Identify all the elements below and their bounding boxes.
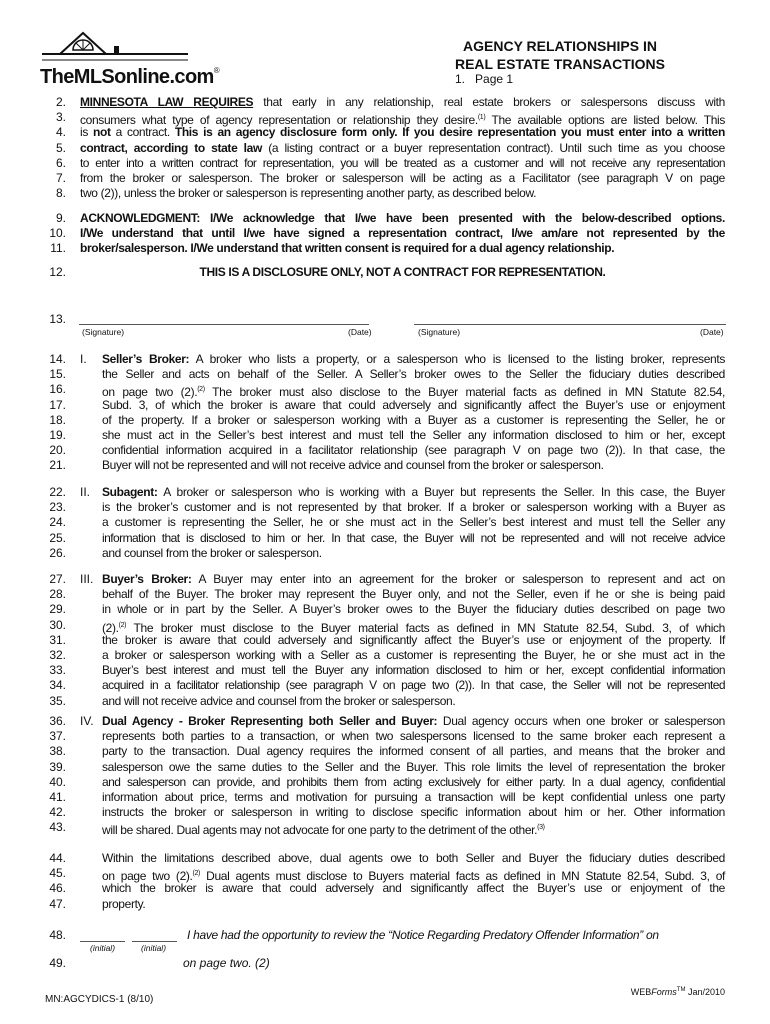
predatory-offender-acknowledgment: 48. I have had the opportunity to review the “Notice Regarding Predatory Offender Information” on — [49, 928, 659, 942]
intro-paragraph: 2. MINNESOTA LAW REQUIRES that early in any relationship, real estate brokers or salespersons discuss with 3. consumers what type of agency representation or relationship they desire.$^{(1)}$ The available options are listed below. This 4. is not a contract. This is an agency disclosure form only. If you desire representation you must enter into a written 5. contract, according to state law (a listing contract or a buyer representation contract). Until such time as you choose 6. to enter into a written contract for representation, you will be treated as a customer and will not receive any representation 7. from the broker or salesperson. The broker or salesperson will be acting as a Facilitator (see paragraph V on page 8. two (2)), unless the broker or salesperson is representing another party, as described below. — [55, 95, 725, 201]
section-dual-agency-duties: 44. Within the limitations described above, dual agents owe to both Seller and Buyer the fiduciary duties described 45. on page two (2).$^{(2)}$ Dual agents must disclose to Buyers material facts as defined in MN Statute 82.54, Subd. 3, of 46. which the broker is aware that could adversely and significantly affect the Buyer’s use or enjoyment of the 47. property. — [49, 851, 726, 911]
webforms-stamp: WEBForms™ Jan/2010 — [630, 987, 725, 997]
signature-line-2[interactable] — [414, 323, 726, 325]
signature-label-1: (Signature) — [82, 327, 125, 337]
brand-wordmark: TheMLSonline.com® — [40, 66, 220, 88]
predatory-offender-continued: 49. on page two. (2) — [49, 956, 270, 970]
signature-row: 13. — [49, 312, 66, 326]
page-indicator: 1. Page 1 — [455, 72, 514, 86]
signature-label-2: (Signature) — [418, 327, 461, 337]
section-subagent: 22. II. Subagent: A broker or salesperson who is working with a Buyer but represents the Seller. In this case, the Buyer 23. is the broker’s customer and is not represented by that broker. If a broker or salesperson working with a Buyer as 24. a customer is representing the Seller, he or she must act in the Seller’s best interest and must tell the Seller any 25. information that is disclosed to him or her. In that case, the Buyer will not be represented and will not receive advice 26. and counsel from the broker or salesperson. — [49, 485, 725, 560]
form-title: AGENCY RELATIONSHIPS IN REAL ESTATE TRANSACTIONS — [454, 38, 665, 72]
date-label-1: (Date) — [348, 327, 372, 337]
acknowledgment-paragraph: 9. ACKNOWLEDGMENT: I/We acknowledge that I/we have been presented with the below-described options. 10. I/We understand that until I/we have signed a representation contract, I/we am/are not represented by the 11. broker/salesperson. I/We understand that written consent is required for a dual agency relationship. — [49, 211, 725, 256]
initial-field-1[interactable] — [80, 941, 125, 942]
section-sellers-broker: 14. I. Seller’s Broker: A broker who lists a property, or a salesperson who is licensed to the listing broker, represents 15. the Seller and acts on behalf of the Seller. A Seller’s broker owes to the Seller the fiduciary duties described 16. on page two (2).$^{(2)}$ The broker must also disclose to the Buyer material facts as defined in MN Statute 82.54, 17. Subd. 3, of which the broker is aware that could adversely and significantly affect the Buyer’s use or enjoyment 18. of the property. If a broker or salesperson working with a Buyer as a customer is representing the Seller, he or 19. she must act in the Seller’s best interest and must tell the Seller any information disclosed to him or her, except 20. confidential information acquired in a facilitator relationship (see paragraph V on page two (2)). In that case, the 21. Buyer will not be represented and will not receive advice and counsel from the broker or salesperson. — [49, 352, 725, 473]
section-buyers-broker: 27. III. Buyer’s Broker: A Buyer may enter into an agreement for the broker or salesperson to represent and act on 28. behalf of the Buyer. The broker may represent the Buyer only, and not the Seller, even if he or she is being paid 29. in whole or in part by the Seller. A Buyer’s broker owes to the Buyer the fiduciary duties described on page two 30. (2).$^{(2)}$ The broker must disclose to the Buyer material facts as defined in MN Statute 82.54, Subd. 3, of which 31. the broker is aware that could adversely and significantly affect the Buyer’s use or enjoyment of the property. If 32. a broker or salesperson working with a Seller as a customer is representing the Buyer, he or she must act in the 33. Buyer’s best interest and must tell the Buyer any information disclosed to him or her, except confidential information 34. acquired in a facilitator relationship (see paragraph V on page two (2)). In that case, the Seller will not be represented 35. and will not receive advice and counsel from the broker or salesperson. — [49, 572, 725, 708]
date-label-2: (Date) — [700, 327, 724, 337]
initial-label-1: (initial) — [90, 943, 116, 953]
initial-field-2[interactable] — [132, 941, 177, 942]
form-identifier: MN:AGCYDICS-1 (8/10) — [45, 994, 154, 1005]
initial-label-2: (initial) — [141, 943, 167, 953]
disclosure-statement: 12. THIS IS A DISCLOSURE ONLY, NOT A CONTRACT FOR REPRESENTATION. — [49, 265, 606, 279]
signature-line-1[interactable] — [79, 323, 369, 325]
section-dual-agency: 36. IV. Dual Agency - Broker Representing both Seller and Buyer: Dual agency occurs when one broker or salesperson 37. represents both parties to a transaction, or when two salespersons licensed to the same broker each represent a 38. party to the transaction. Dual agency requires the informed consent of all parties, and means that the broker and 39. salesperson owe the same duties to the Seller and the Buyer. This role limits the level of representation the broker 40. and salesperson can provide, and prohibits them from acting exclusively for either party. In a dual agency, confidential 41. information about price, terms and motivation for pursuing a transaction will be kept confidential unless one party 42. instructs the broker or salesperson in writing to disclose specific information about him or her. Other information 43. will be shared. Dual agents may not advocate for one party to the detriment of the other.$^{(3)}$ — [49, 714, 725, 838]
